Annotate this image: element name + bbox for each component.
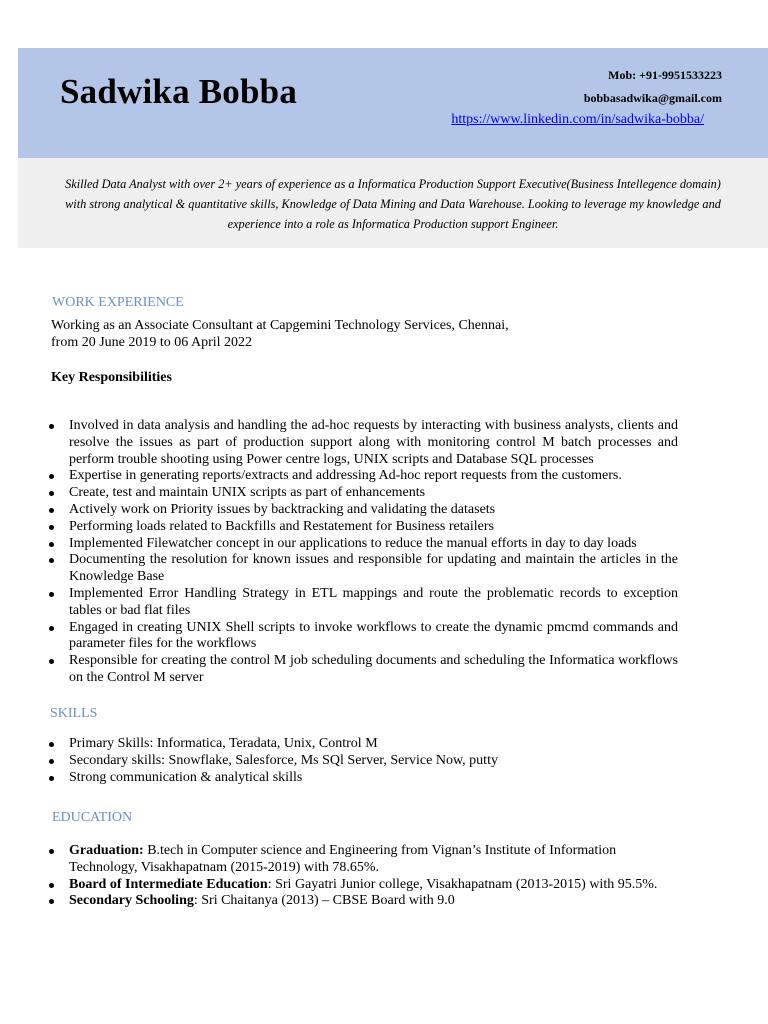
list-item: Responsible for creating the control M job scheduling documents and scheduling the Informatica workflows on the Control M server	[48, 653, 678, 687]
linkedin-link[interactable]: https://www.linkedin.com/in/sadwika-bobba/	[451, 112, 704, 127]
email-address: bobbasadwika@gmail.com	[583, 91, 722, 105]
list-item: Secondary skills: Snowflake, Salesforce, Ms SQl Server, Service Now, putty	[48, 753, 678, 770]
skills-heading: SKILLS	[50, 706, 98, 721]
list-item: Expertise in generating reports/extracts and addressing Ad-hoc report requests from the customers.	[48, 468, 678, 485]
list-item	[48, 893, 678, 910]
work-experience-heading: WORK EXPERIENCE	[52, 295, 184, 310]
education-detail: : Sri Gayatri Junior college, Visakhapatnam (2013-2015) with 95.5%.	[267, 876, 658, 892]
education-heading: EDUCATION	[52, 810, 133, 825]
education-label: Board of Intermediate Education	[69, 876, 268, 892]
job-position: Working as an Associate Consultant at Capgemini Technology Services, Chennai,	[51, 318, 509, 333]
list-item: Strong communication & analytical skills	[48, 770, 678, 787]
list-item: Involved in data analysis and handling the ad-hoc requests by interacting with business analysts, clients and resolve the issues as part of production support along with monitoring control M batch processes and perform trouble shooting using Power centre logs, UNIX scripts and Database SQL processes	[48, 418, 678, 468]
header-banner	[18, 48, 768, 158]
candidate-name: Sadwika Bobba	[60, 72, 298, 111]
education-detail: : Sri Chaitanya (2013) – CBSE Board with 9.0	[193, 893, 455, 909]
list-item: Implemented Error Handling Strategy in ETL mappings and route the problematic records to exception tables or bad flat files	[48, 586, 678, 620]
education-label: Secondary Schooling	[69, 893, 194, 909]
list-item: Performing loads related to Backfills and Restatement for Business retailers	[48, 519, 678, 536]
list-item: Actively work on Priority issues by backtracking and validating the datasets	[48, 502, 678, 519]
profile-summary: Skilled Data Analyst with over 2+ years of experience as a Informatica Production Support Executive(Business Intellegence domain) with strong analytical & quantitative skills, Knowledge of Data Mining and Data Warehouse. Looking to leverage my knowledge and experience into a role as Informatica Production support Engineer.	[65, 177, 721, 231]
list-item: Documenting the resolution for known issues and responsible for updating and maintain the articles in the Knowledge Base	[48, 552, 678, 586]
list-item	[48, 843, 678, 877]
job-duration: from 20 June 2019 to 06 April 2022	[51, 335, 253, 350]
education-label: Graduation:	[69, 843, 144, 858]
skills-list	[48, 736, 678, 786]
list-item: Create, test and maintain UNIX scripts as part of enhancements	[48, 485, 678, 502]
list-item	[48, 877, 678, 894]
education-detail: B.tech in Computer science and Engineering from Vignan’s Institute of Information Technology, Visakhapatnam (2015-2019) with 78.65%.	[69, 843, 617, 875]
key-responsibilities-heading: Key Responsibilities	[51, 370, 172, 385]
education-list	[48, 843, 678, 910]
list-item: Implemented Filewatcher concept in our applications to reduce the manual efforts in day to day loads	[48, 536, 678, 553]
list-item: Engaged in creating UNIX Shell scripts to invoke workflows to create the dynamic pmcmd commands and parameter files for the workflows	[48, 620, 678, 654]
responsibilities-list	[48, 418, 678, 687]
mobile-number: Mob: +91-9951533223	[608, 68, 722, 82]
list-item: Primary Skills: Informatica, Teradata, Unix, Control M	[48, 736, 678, 753]
summary-band	[18, 158, 768, 248]
